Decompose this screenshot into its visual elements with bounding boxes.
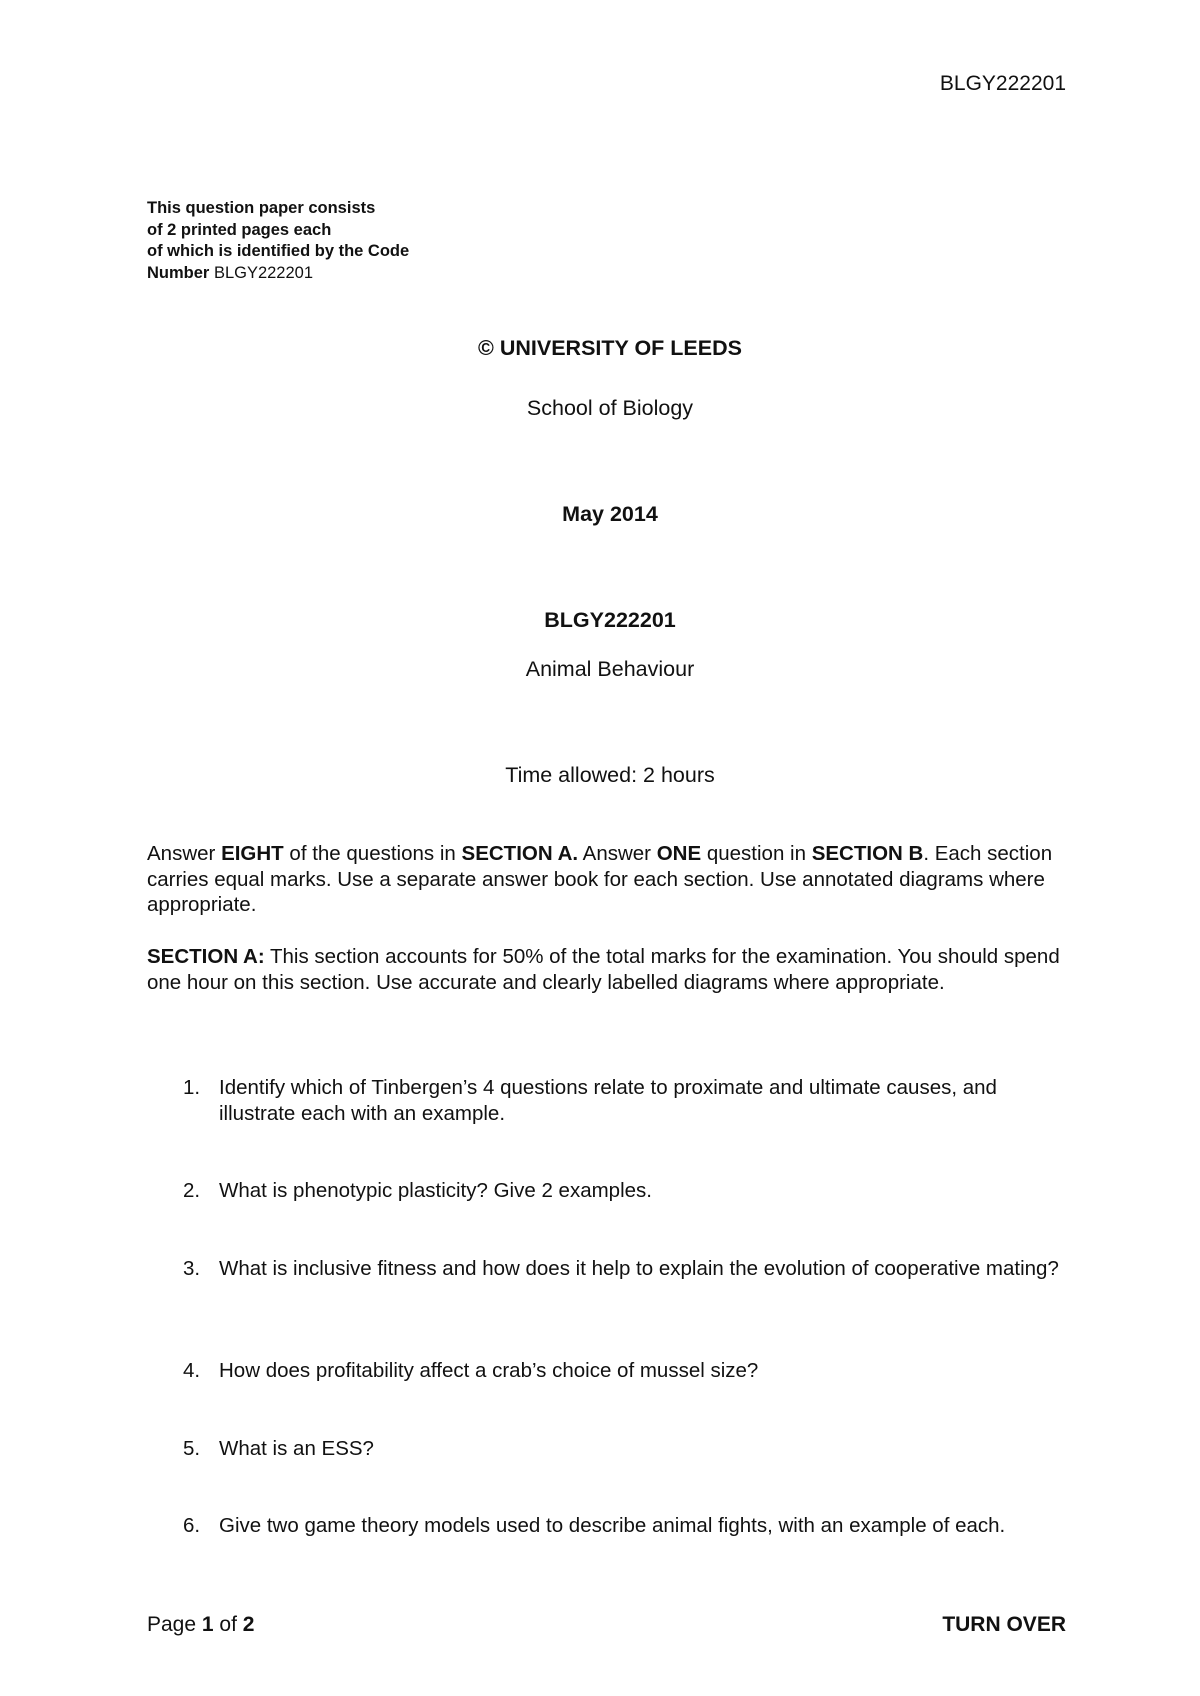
paper-consists-note [147, 198, 409, 284]
question-text: What is inclusive fitness and how does it help to explain the evolution of cooperative mating? [219, 1257, 1059, 1280]
question-number: 5. [183, 1437, 201, 1460]
consists-number-label: Number [147, 263, 210, 282]
question-1 [147, 1075, 1067, 1126]
total-pages: 2 [242, 1613, 255, 1636]
question-4 [147, 1358, 1067, 1384]
time-allowed: Time allowed: 2 hours [505, 763, 715, 787]
question-text: What is an ESS? [219, 1437, 374, 1460]
question-text: Give two game theory models used to describe animal fights, with an example of each. [219, 1514, 1006, 1537]
consists-line-1: This question paper consists [147, 199, 376, 217]
current-page: 1 [201, 1613, 214, 1636]
section-a-label: SECTION A: [147, 945, 265, 968]
exam-date: May 2014 [562, 502, 658, 526]
question-number: 4. [183, 1359, 201, 1382]
instructions-detail: Each section carries equal marks. Use a separate answer book for each section. Use annotated diagrams where appropriate. [147, 842, 1053, 916]
module-name: Animal Behaviour [525, 657, 695, 681]
section-a-intro [147, 944, 1067, 995]
question-text: How does profitability affect a crab’s choice of mussel size? [219, 1359, 759, 1382]
question-2 [147, 1178, 1067, 1204]
consists-line-2: of 2 printed pages each [147, 220, 332, 239]
school-name: School of Biology [526, 396, 694, 420]
answer-count-b: ONE [656, 842, 702, 865]
question-text: What is phenotypic plasticity? Give 2 examples. [219, 1179, 652, 1202]
university-title: © UNIVERSITY OF LEEDS [478, 336, 742, 360]
consists-code: BLGY222201 [213, 263, 314, 282]
consists-line-3: of which is identified by the Code [147, 242, 410, 260]
section-a-ref: SECTION A. [461, 842, 579, 865]
answer-count: EIGHT [221, 842, 284, 865]
question-number: 2. [183, 1179, 201, 1202]
header-code: BLGY222201 [939, 72, 1066, 95]
module-code: BLGY222201 [544, 608, 676, 632]
section-a-text: This section accounts for 50% of the total marks for the examination. You should spend one hour on this section. Use accurate and clearly labelled diagrams where appropriate. [147, 945, 1060, 994]
question-3 [147, 1256, 1067, 1282]
question-number: 3. [183, 1257, 201, 1280]
question-6 [147, 1513, 1067, 1539]
consists-line-4 [147, 263, 409, 285]
question-5 [147, 1436, 1067, 1462]
question-number: 1. [183, 1076, 201, 1099]
section-b-ref: SECTION B [811, 842, 924, 865]
instructions: Answer EIGHT of the questions in SECTION A. Answer ONE question in SECTION B. Each section carries equal marks. Use a separate answer book for each section. Use annotated diagrams where appropriate. [147, 842, 1053, 916]
turn-over-label: TURN OVER [942, 1613, 1066, 1636]
question-text: Identify which of Tinbergen’s 4 questions relate to proximate and ultimate causes, and illustrate each with an example. [219, 1076, 997, 1125]
page-indicator: Page 1 of 2 [147, 1613, 255, 1636]
question-number: 6. [183, 1514, 201, 1537]
